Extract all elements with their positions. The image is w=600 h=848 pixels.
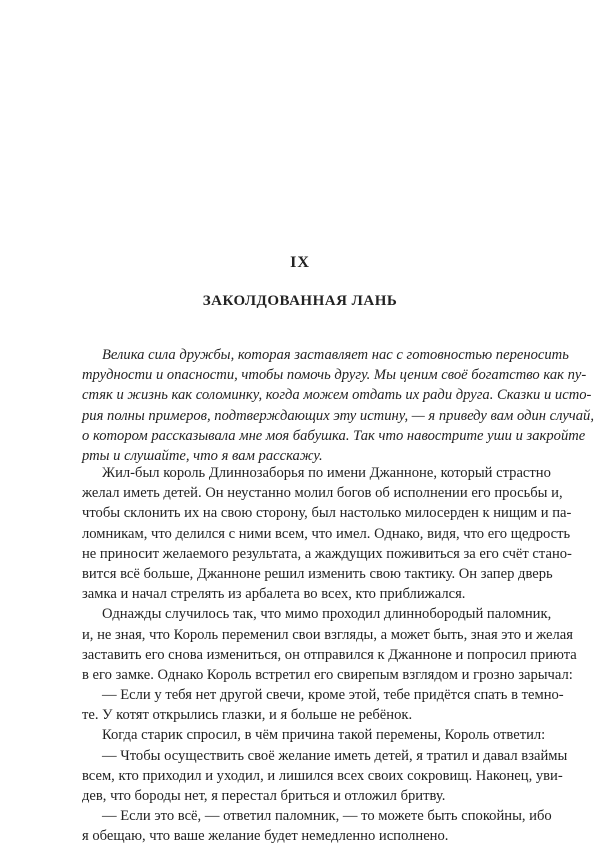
body-line: ломникам, что делился с ними всем, что имел. Однако, видя, что его щедрость bbox=[82, 525, 571, 542]
chapter-title: ЗАКОЛДОВАННАЯ ЛАНЬ bbox=[202, 293, 398, 309]
body-line: дев, что бороды нет, я перестал бриться и отложил бритву. bbox=[82, 788, 446, 804]
body-line: замка и начал стрелять из арбалета во всех, кто приближался. bbox=[82, 586, 466, 603]
body-line: Жил-был король Длиннозаборья по имени Джанноне, который страстно bbox=[102, 465, 551, 481]
body-line: не приносит желаемого результата, а жаждущих поживиться за его счёт стано- bbox=[82, 545, 572, 562]
body-line: — Если у тебя нет другой свечи, кроме этой, тебе придётся спать в темно- bbox=[102, 687, 564, 704]
body-line: я обещаю, что ваше желание будет немедленно исполнено. bbox=[82, 828, 449, 845]
epigraph-line: рия полны примеров, подтверждающих эту истину, — я приведу вам один случай, bbox=[82, 407, 594, 424]
body-line: заставить его снова измениться, он отправился к Джанноне и попросил приюта bbox=[82, 646, 577, 663]
epigraph-line: стяк и жизнь как соломинку, когда можем отдать их ради друга. Сказки и исто- bbox=[82, 387, 592, 404]
body-line: Когда старик спросил, в чём причина такой перемены, Король ответил: bbox=[102, 727, 546, 744]
body-line: Однажды случилось так, что мимо проходил длиннобородый паломник, bbox=[102, 606, 552, 623]
chapter-number: IX bbox=[290, 254, 310, 271]
body-line: всем, кто приходил и уходил, и лишился всех своих сокровищ. Наконец, уви- bbox=[82, 767, 563, 784]
body-line: желал иметь детей. Он неустанно молил богов об исполнении его просьбы и, bbox=[82, 485, 563, 502]
body-line: вится всё больше, Джанноне решил изменить свою тактику. Он запер дверь bbox=[82, 565, 553, 582]
epigraph-line: Велика сила дружбы, которая заставляет нас с готовностью переносить bbox=[102, 347, 569, 363]
epigraph-line: о котором рассказывала мне моя бабушка. Так что навострите уши и закройте bbox=[82, 427, 586, 444]
body-line: — Если это всё, — ответил паломник, — то можете быть спокойны, ибо bbox=[102, 808, 552, 825]
body-text bbox=[82, 463, 577, 847]
body-line: в его замке. Однако Король встретил его свирепым взглядом и грозно зарычал: bbox=[82, 666, 573, 683]
body-line: и, не зная, что Король переменил свои взгляды, а может быть, зная это и желая bbox=[82, 626, 573, 643]
body-line: — Чтобы осуществить своё желание иметь детей, я тратил и давал взаймы bbox=[102, 747, 568, 764]
body-line: чтобы склонить их на свою сторону, был настолько милосерден к нищим и па- bbox=[82, 505, 572, 522]
epigraph bbox=[82, 345, 594, 466]
body-line: те. У котят открылись глазки, и я больше не ребёнок. bbox=[82, 707, 413, 724]
epigraph-line: рты и слушайте, что я вам расскажу. bbox=[82, 447, 323, 464]
epigraph-line: трудности и опасности, чтобы помочь другу. Мы ценим своё богатство как пу- bbox=[82, 367, 587, 384]
